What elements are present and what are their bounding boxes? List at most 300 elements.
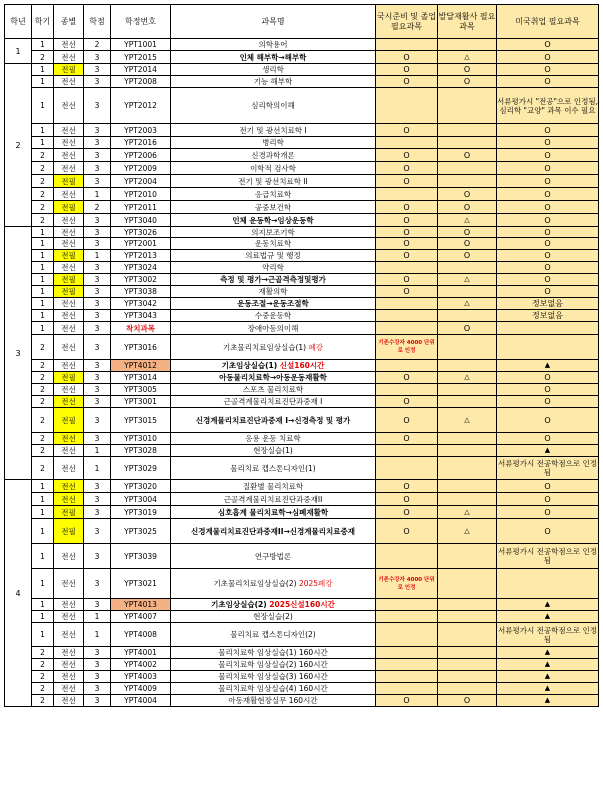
course-name-cell: 의학용어 — [171, 39, 376, 51]
header-credit: 학점 — [84, 5, 111, 39]
semester-cell: 1 — [32, 274, 54, 286]
kind-cell: 전선 — [54, 544, 84, 569]
national-cell: O — [376, 274, 438, 286]
code-cell: 착치과목 — [111, 322, 171, 335]
national-cell: O — [376, 76, 438, 88]
credit-cell: 3 — [84, 647, 111, 659]
national-cell — [376, 457, 438, 480]
code-cell: YPT3014 — [111, 372, 171, 384]
credit-cell: 3 — [84, 310, 111, 322]
us-cell: ▲ — [497, 360, 599, 372]
credit-cell: 3 — [84, 238, 111, 250]
header-semester: 학기 — [32, 5, 54, 39]
semester-cell: 1 — [32, 322, 54, 335]
dev-cell — [438, 623, 497, 647]
us-cell: O — [497, 384, 599, 396]
national-cell — [376, 88, 438, 124]
national-cell — [376, 137, 438, 149]
dev-cell: O — [438, 64, 497, 76]
code-cell: YPT2001 — [111, 238, 171, 250]
us-cell: O — [497, 274, 599, 286]
national-cell: O — [376, 201, 438, 214]
us-cell: O — [497, 238, 599, 250]
code-cell: YPT2006 — [111, 149, 171, 162]
national-cell: O — [376, 51, 438, 64]
semester-cell: 1 — [32, 519, 54, 544]
code-cell: YPT3019 — [111, 506, 171, 519]
code-cell: YPT3010 — [111, 433, 171, 445]
dev-cell — [438, 480, 497, 493]
dev-cell — [438, 457, 497, 480]
dev-cell — [438, 286, 497, 298]
national-cell: O — [376, 396, 438, 408]
table-row — [5, 188, 599, 201]
table-row — [5, 683, 599, 695]
us-cell: O — [497, 493, 599, 506]
us-cell: 서류평가시 전공학점으로 인정됨 — [497, 544, 599, 569]
semester-cell: 2 — [32, 433, 54, 445]
code-cell: YPT2010 — [111, 188, 171, 201]
us-cell: ▲ — [497, 671, 599, 683]
national-cell — [376, 360, 438, 372]
national-cell: O — [376, 149, 438, 162]
national-cell: O — [376, 124, 438, 137]
credit-cell: 3 — [84, 544, 111, 569]
national-cell: O — [376, 250, 438, 262]
table-row — [5, 298, 599, 310]
dev-cell — [438, 569, 497, 599]
code-cell: YPT2004 — [111, 175, 171, 188]
table-row — [5, 433, 599, 445]
national-cell: O — [376, 175, 438, 188]
semester-cell: 2 — [32, 384, 54, 396]
national-cell — [376, 384, 438, 396]
table-row — [5, 88, 599, 124]
us-cell: O — [497, 433, 599, 445]
header-national: 국시준비 및 졸업 필요과목 — [376, 5, 438, 39]
course-note: 2025폐강 — [298, 579, 333, 588]
code-cell: YPT3016 — [111, 335, 171, 360]
grade-cell: 4 — [5, 480, 32, 707]
table-row — [5, 76, 599, 88]
semester-cell: 1 — [32, 262, 54, 274]
dev-cell — [438, 335, 497, 360]
credit-cell: 1 — [84, 188, 111, 201]
us-cell: O — [497, 262, 599, 274]
course-name-cell — [171, 569, 376, 599]
kind-cell: 전선 — [54, 493, 84, 506]
credit-cell: 3 — [84, 298, 111, 310]
us-cell — [497, 569, 599, 599]
course-name-cell: 수중운동학 — [171, 310, 376, 322]
code-cell: YPT2014 — [111, 64, 171, 76]
dev-cell: △ — [438, 298, 497, 310]
table-row — [5, 250, 599, 262]
credit-cell: 3 — [84, 137, 111, 149]
course-name-cell: 질환별 물리치료학 — [171, 480, 376, 493]
kind-cell: 전선 — [54, 238, 84, 250]
credit-cell: 3 — [84, 408, 111, 433]
credit-cell: 2 — [84, 201, 111, 214]
code-cell: YPT3005 — [111, 384, 171, 396]
dev-cell — [438, 659, 497, 671]
course-name-cell: 인체 운동학→임상운동학 — [171, 214, 376, 227]
table-row — [5, 322, 599, 335]
credit-cell: 3 — [84, 519, 111, 544]
national-cell: O — [376, 408, 438, 433]
kind-cell: 전선 — [54, 671, 84, 683]
us-cell: O — [497, 227, 599, 238]
semester-cell: 1 — [32, 76, 54, 88]
us-cell: ▲ — [497, 611, 599, 623]
credit-cell: 3 — [84, 149, 111, 162]
table-row — [5, 659, 599, 671]
code-cell: YPT2015 — [111, 51, 171, 64]
us-cell: O — [497, 175, 599, 188]
us-cell: O — [497, 286, 599, 298]
credit-cell: 3 — [84, 671, 111, 683]
dev-cell — [438, 493, 497, 506]
semester-cell: 1 — [32, 599, 54, 611]
course-name-cell: 전기 및 광선치료학 I — [171, 124, 376, 137]
kind-cell: 전필 — [54, 274, 84, 286]
curriculum-table-wrapper — [4, 4, 599, 707]
dev-cell — [438, 88, 497, 124]
code-cell: YPT1001 — [111, 39, 171, 51]
kind-cell: 전필 — [54, 175, 84, 188]
course-name-cell: 장애아동의이해 — [171, 322, 376, 335]
code-cell: YPT3040 — [111, 214, 171, 227]
curriculum-table — [4, 4, 599, 707]
header-kind: 종별 — [54, 5, 84, 39]
national-cell — [376, 310, 438, 322]
code-cell: YPT2008 — [111, 76, 171, 88]
course-name-cell: 응급치료학 — [171, 188, 376, 201]
table-row — [5, 569, 599, 599]
semester-cell: 1 — [32, 493, 54, 506]
credit-cell: 3 — [84, 51, 111, 64]
us-cell: O — [497, 51, 599, 64]
table-row — [5, 274, 599, 286]
dev-cell — [438, 445, 497, 457]
code-cell: YPT4004 — [111, 695, 171, 707]
code-cell: YPT3024 — [111, 262, 171, 274]
credit-cell: 3 — [84, 262, 111, 274]
kind-cell: 전선 — [54, 227, 84, 238]
table-row — [5, 480, 599, 493]
national-cell: O — [376, 64, 438, 76]
kind-cell: 전선 — [54, 384, 84, 396]
course-name-cell — [171, 599, 376, 611]
kind-cell: 전선 — [54, 162, 84, 175]
course-name-cell: 물리치료 캡스톤디자인(1) — [171, 457, 376, 480]
national-cell: O — [376, 695, 438, 707]
dev-cell — [438, 39, 497, 51]
kind-cell: 전필 — [54, 250, 84, 262]
kind-cell: 전선 — [54, 262, 84, 274]
us-cell: ▲ — [497, 599, 599, 611]
course-name: 기초임상실습(1) — [221, 361, 280, 370]
kind-cell: 전선 — [54, 124, 84, 137]
credit-cell: 1 — [84, 445, 111, 457]
semester-cell: 2 — [32, 683, 54, 695]
us-cell: ▲ — [497, 683, 599, 695]
code-cell: YPT3020 — [111, 480, 171, 493]
course-name-cell: 신경계물리치료진단과중재II→신경계물리치료중재 — [171, 519, 376, 544]
national-cell: 기존수강자 4000 단위로 인정 — [376, 335, 438, 360]
credit-cell: 3 — [84, 384, 111, 396]
semester-cell: 1 — [32, 137, 54, 149]
dev-cell — [438, 647, 497, 659]
header-code: 학정번호 — [111, 5, 171, 39]
table-row — [5, 214, 599, 227]
national-cell — [376, 671, 438, 683]
national-cell — [376, 623, 438, 647]
kind-cell: 전선 — [54, 149, 84, 162]
dev-cell — [438, 611, 497, 623]
semester-cell: 1 — [32, 480, 54, 493]
semester-cell: 1 — [32, 250, 54, 262]
course-name: 기초물리치료임상실습(1) — [223, 342, 309, 352]
kind-cell: 전선 — [54, 51, 84, 64]
course-name-cell: 심리학의이해 — [171, 88, 376, 124]
kind-cell: 전선 — [54, 433, 84, 445]
header-course: 과목명 — [171, 5, 376, 39]
table-row — [5, 544, 599, 569]
kind-cell: 전선 — [54, 335, 84, 360]
us-cell: 서류평가시 "전공"으로 인정됨, 심리학 "교양" 과목 이수 필요 — [497, 88, 599, 124]
dev-cell — [438, 544, 497, 569]
header-grade: 학년 — [5, 5, 32, 39]
semester-cell: 2 — [32, 671, 54, 683]
credit-cell: 3 — [84, 335, 111, 360]
code-cell: YPT3004 — [111, 493, 171, 506]
kind-cell: 전선 — [54, 647, 84, 659]
credit-cell: 1 — [84, 611, 111, 623]
code-cell: YPT4012 — [111, 360, 171, 372]
us-cell: ▲ — [497, 445, 599, 457]
semester-cell: 2 — [32, 396, 54, 408]
credit-cell: 1 — [84, 250, 111, 262]
table-row — [5, 137, 599, 149]
code-cell: YPT3042 — [111, 298, 171, 310]
course-name-cell: 병리학 — [171, 137, 376, 149]
course-note: 폐강 — [308, 342, 323, 352]
course-name-cell: 물리치료학 임상실습(1) 160시간 — [171, 647, 376, 659]
kind-cell: 전선 — [54, 310, 84, 322]
us-cell: O — [497, 480, 599, 493]
national-cell — [376, 322, 438, 335]
national-cell — [376, 683, 438, 695]
table-row — [5, 162, 599, 175]
semester-cell: 2 — [32, 457, 54, 480]
kind-cell: 전선 — [54, 599, 84, 611]
national-cell — [376, 599, 438, 611]
semester-cell: 1 — [32, 88, 54, 124]
dev-cell — [438, 671, 497, 683]
code-cell: YPT4003 — [111, 671, 171, 683]
table-row — [5, 39, 599, 51]
course-name-cell: 아동물리치료학→아동운동재활학 — [171, 372, 376, 384]
table-row — [5, 611, 599, 623]
us-cell: O — [497, 506, 599, 519]
dev-cell: O — [438, 238, 497, 250]
semester-cell: 1 — [32, 569, 54, 599]
header-dev: 발달재활사 필요과목 — [438, 5, 497, 39]
dev-cell — [438, 683, 497, 695]
credit-cell: 3 — [84, 76, 111, 88]
kind-cell: 전필 — [54, 372, 84, 384]
semester-cell: 2 — [32, 335, 54, 360]
national-cell: O — [376, 480, 438, 493]
national-cell: O — [376, 433, 438, 445]
table-row — [5, 51, 599, 64]
credit-cell: 3 — [84, 286, 111, 298]
kind-cell: 전필 — [54, 506, 84, 519]
semester-cell: 1 — [32, 544, 54, 569]
national-cell: O — [376, 372, 438, 384]
kind-cell: 전선 — [54, 623, 84, 647]
course-name-cell: 측정 및 평가→근골격측정및평가 — [171, 274, 376, 286]
table-row — [5, 445, 599, 457]
credit-cell: 3 — [84, 360, 111, 372]
code-cell: YPT3029 — [111, 457, 171, 480]
course-name-cell: 공중보건학 — [171, 201, 376, 214]
table-row — [5, 519, 599, 544]
kind-cell: 전선 — [54, 39, 84, 51]
dev-cell: O — [438, 250, 497, 262]
course-name-cell: 현장실습(1) — [171, 445, 376, 457]
table-row — [5, 238, 599, 250]
dev-cell: O — [438, 201, 497, 214]
table-row — [5, 201, 599, 214]
credit-cell: 3 — [84, 396, 111, 408]
semester-cell: 1 — [32, 623, 54, 647]
dev-cell — [438, 384, 497, 396]
kind-cell: 전선 — [54, 188, 84, 201]
national-cell: O — [376, 214, 438, 227]
course-name-cell: 운동치료학 — [171, 238, 376, 250]
grade-cell: 1 — [5, 39, 32, 64]
kind-cell: 전선 — [54, 298, 84, 310]
credit-cell: 3 — [84, 493, 111, 506]
course-name-cell — [171, 335, 376, 360]
credit-cell: 3 — [84, 683, 111, 695]
course-name-cell: 현장실습(2) — [171, 611, 376, 623]
us-cell: ▲ — [497, 695, 599, 707]
kind-cell: 전선 — [54, 360, 84, 372]
kind-cell: 전선 — [54, 137, 84, 149]
code-cell: YPT3038 — [111, 286, 171, 298]
us-cell: O — [497, 519, 599, 544]
kind-cell: 전선 — [54, 683, 84, 695]
kind-cell: 전선 — [54, 569, 84, 599]
course-name-cell: 근골격계물리치료진단과중재 I — [171, 396, 376, 408]
course-name-cell: 생리학 — [171, 64, 376, 76]
credit-cell: 3 — [84, 64, 111, 76]
curriculum-body — [5, 39, 599, 707]
dev-cell — [438, 124, 497, 137]
course-name-cell: 의료법규 및 행정 — [171, 250, 376, 262]
credit-cell: 1 — [84, 623, 111, 647]
semester-cell: 1 — [32, 611, 54, 623]
semester-cell: 1 — [32, 64, 54, 76]
dev-cell — [438, 310, 497, 322]
table-row — [5, 623, 599, 647]
dev-cell: △ — [438, 408, 497, 433]
dev-cell: △ — [438, 274, 497, 286]
semester-cell: 2 — [32, 372, 54, 384]
semester-cell: 2 — [32, 445, 54, 457]
course-name-cell: 기능 해부학 — [171, 76, 376, 88]
course-note: 신설160시간 — [279, 361, 325, 370]
credit-cell: 3 — [84, 372, 111, 384]
kind-cell: 전선 — [54, 76, 84, 88]
us-cell: O — [497, 408, 599, 433]
kind-cell: 전필 — [54, 408, 84, 433]
course-name-cell: 스포츠 물리치료학 — [171, 384, 376, 396]
us-cell: O — [497, 372, 599, 384]
table-row — [5, 372, 599, 384]
us-cell: O — [497, 64, 599, 76]
code-cell: YPT4007 — [111, 611, 171, 623]
national-cell: O — [376, 227, 438, 238]
semester-cell: 1 — [32, 506, 54, 519]
kind-cell: 전선 — [54, 396, 84, 408]
kind-cell: 전선 — [54, 457, 84, 480]
table-row — [5, 64, 599, 76]
semester-cell: 1 — [32, 124, 54, 137]
course-name-cell: 물리치료학 임상실습(4) 160시간 — [171, 683, 376, 695]
credit-cell: 3 — [84, 659, 111, 671]
credit-cell: 3 — [84, 322, 111, 335]
credit-cell: 3 — [84, 433, 111, 445]
kind-cell: 전선 — [54, 445, 84, 457]
table-row — [5, 227, 599, 238]
code-cell: YPT3028 — [111, 445, 171, 457]
us-cell: O — [497, 188, 599, 201]
course-name: 기초임상실습(2) — [211, 600, 270, 609]
us-cell: O — [497, 201, 599, 214]
semester-cell: 2 — [32, 188, 54, 201]
dev-cell: O — [438, 149, 497, 162]
table-row — [5, 335, 599, 360]
dev-cell: △ — [438, 519, 497, 544]
national-cell — [376, 39, 438, 51]
table-row — [5, 124, 599, 137]
dev-cell — [438, 433, 497, 445]
national-cell — [376, 659, 438, 671]
semester-cell: 2 — [32, 360, 54, 372]
dev-cell — [438, 175, 497, 188]
table-row — [5, 384, 599, 396]
national-cell — [376, 188, 438, 201]
credit-cell: 3 — [84, 227, 111, 238]
semester-cell: 2 — [32, 149, 54, 162]
dev-cell — [438, 599, 497, 611]
code-cell: YPT4009 — [111, 683, 171, 695]
grade-cell: 3 — [5, 227, 32, 480]
course-name-cell: 전기 및 광선치료학 II — [171, 175, 376, 188]
semester-cell: 2 — [32, 647, 54, 659]
code-cell: YPT3021 — [111, 569, 171, 599]
course-name-cell: 심호흡계 물리치료학→심폐재활학 — [171, 506, 376, 519]
credit-cell: 3 — [84, 599, 111, 611]
semester-cell: 2 — [32, 214, 54, 227]
code-cell: YPT4002 — [111, 659, 171, 671]
dev-cell: △ — [438, 372, 497, 384]
credit-cell: 3 — [84, 695, 111, 707]
